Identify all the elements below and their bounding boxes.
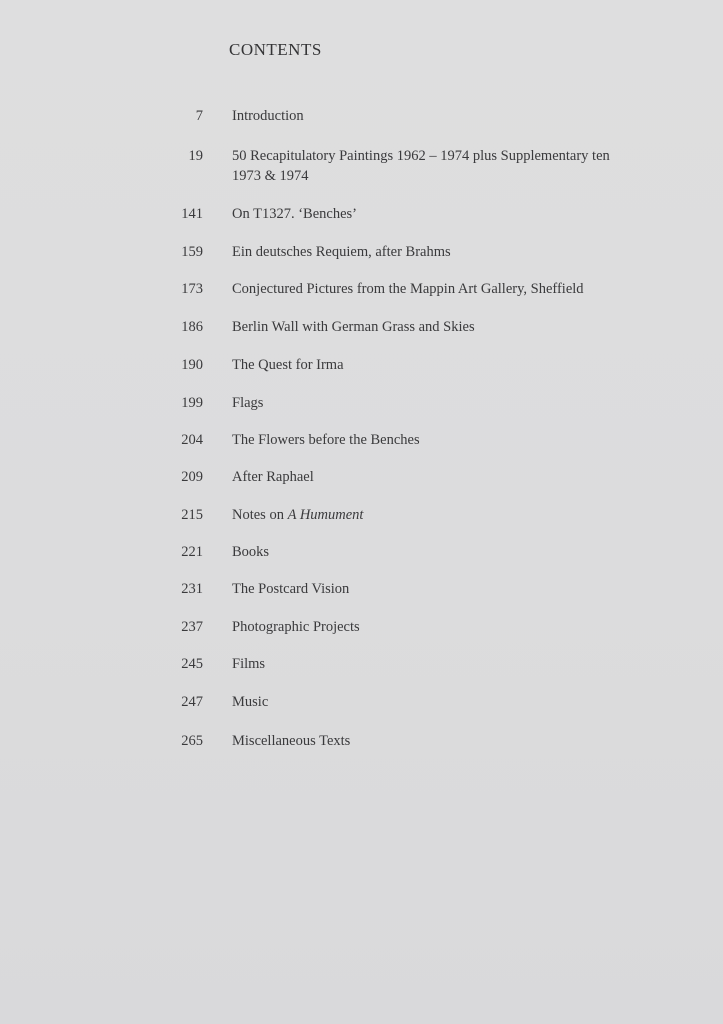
toc-page-number: 209 [181, 469, 203, 485]
toc-entry-title-line2: 1973 & 1974 [232, 168, 309, 184]
toc-page-number: 247 [181, 694, 203, 710]
toc-entry-title: Flags [232, 395, 264, 411]
toc-page-number: 237 [181, 619, 203, 635]
toc-entry-title: After Raphael [232, 469, 314, 485]
toc-entry-title: Berlin Wall with German Grass and Skies [232, 319, 475, 335]
toc-entry-title: Miscellaneous Texts [232, 733, 351, 749]
toc-page-number: 221 [181, 544, 203, 560]
toc-page-number: 7 [195, 108, 203, 124]
toc-page-number: 245 [181, 656, 203, 672]
toc-entry-title: The Flowers before the Benches [232, 432, 420, 448]
contents-heading: CONTENTS [229, 40, 322, 59]
toc-entry-title: The Quest for Irma [232, 357, 344, 373]
toc-entry-title: On T1327. ‘Benches’ [232, 206, 357, 222]
toc-page-number: 141 [181, 206, 203, 222]
toc-entry-title: Music [232, 694, 269, 710]
toc-page-number: 215 [181, 507, 203, 523]
toc-entry-title-italic: A Humument [287, 507, 364, 523]
toc-page-number: 199 [181, 395, 203, 411]
toc-entry-title [232, 146, 672, 186]
toc-page-number: 265 [181, 733, 203, 749]
toc-page-number: 231 [181, 581, 203, 597]
toc-entry-title [232, 505, 672, 525]
toc-page-number: 190 [181, 357, 203, 373]
toc-entry-title: Conjectured Pictures from the Mappin Art Gallery, Sheffield [232, 281, 584, 297]
toc-entry-title-line1: 50 Recapitulatory Paintings 1962 – 1974 plus Supplementary ten [232, 148, 610, 164]
toc-entry-title: Films [232, 656, 266, 672]
toc-entry-title: Books [232, 544, 270, 560]
toc-page-number: 19 [188, 148, 203, 164]
toc-entry-title-prefix: Notes on [232, 507, 288, 523]
toc-entry-title: Photographic Projects [232, 619, 360, 635]
toc-entry-title: Introduction [232, 108, 304, 124]
toc-page-number: 173 [181, 281, 203, 297]
toc-entry-title: The Postcard Vision [232, 581, 350, 597]
toc-page-number: 186 [181, 319, 203, 335]
toc-entry-title: Ein deutsches Requiem, after Brahms [232, 244, 451, 260]
toc-page-number: 159 [181, 244, 203, 260]
toc-page-number: 204 [181, 432, 203, 448]
